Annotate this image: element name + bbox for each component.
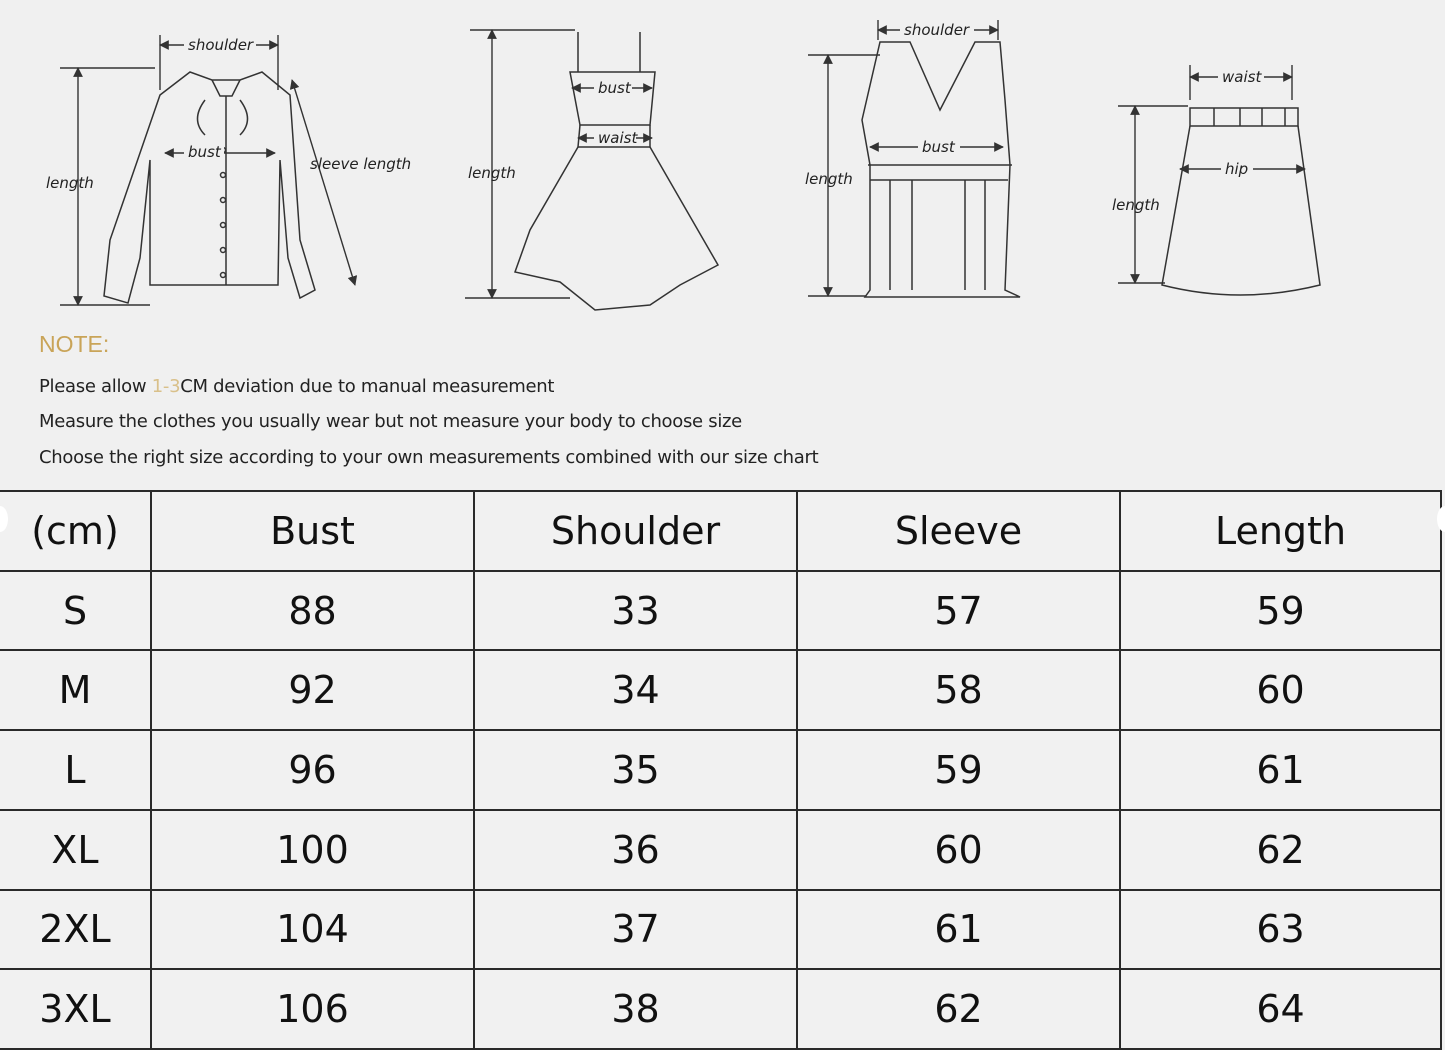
bust-cell: 96 (151, 730, 474, 810)
dress-length-label: length (468, 164, 516, 182)
note-title: NOTE: (39, 331, 110, 357)
shoulder-cell: 37 (474, 890, 797, 970)
header-sleeve: Sleeve (797, 491, 1120, 571)
header-unit: (cm) (0, 491, 151, 571)
bust-cell: 104 (151, 890, 474, 970)
blouse-drawing (104, 72, 315, 303)
shoulder-cell: 33 (474, 571, 797, 651)
dress-drawing (515, 32, 718, 310)
header-length: Length (1120, 491, 1441, 571)
note-line-1 (39, 376, 554, 397)
sleeve-cell: 57 (797, 571, 1120, 651)
dress-waist-label: waist (598, 129, 638, 147)
blouse-bust-label: bust (188, 143, 221, 161)
length-cell: 61 (1120, 730, 1441, 810)
shoulder-cell: 34 (474, 650, 797, 730)
blouse-shoulder-label: shoulder (188, 36, 254, 54)
header-shoulder: Shoulder (474, 491, 797, 571)
garment-diagrams (0, 0, 1445, 330)
table-row (0, 969, 1441, 1049)
table-row (0, 650, 1441, 730)
blouse-length-label: length (46, 174, 94, 192)
length-cell: 62 (1120, 810, 1441, 890)
length-cell: 64 (1120, 969, 1441, 1049)
size-cell: XL (0, 810, 151, 890)
length-cell: 59 (1120, 571, 1441, 651)
size-cell: M (0, 650, 151, 730)
dress-bust-label: bust (598, 79, 631, 97)
bust-cell: 100 (151, 810, 474, 890)
note-deviation-range: 1-3 (151, 376, 181, 397)
shoulder-cell: 36 (474, 810, 797, 890)
skirt-waist-label: waist (1222, 68, 1262, 86)
bust-cell: 88 (151, 571, 474, 651)
length-cell: 63 (1120, 890, 1441, 970)
tank-shoulder-label: shoulder (904, 21, 970, 39)
skirt-hip-label: hip (1225, 160, 1249, 178)
size-chart-table (0, 490, 1442, 1050)
table-row (0, 730, 1441, 810)
tank-bust-label: bust (922, 138, 955, 156)
sleeve-cell: 58 (797, 650, 1120, 730)
bust-cell: 106 (151, 969, 474, 1049)
table-row (0, 571, 1441, 651)
header-bust: Bust (151, 491, 474, 571)
note-line-2: Measure the clothes you usually wear but not measure your body to choose size (39, 411, 742, 432)
size-cell: 2XL (0, 890, 151, 970)
note-line-1-start: Please allow (39, 376, 152, 397)
tank-drawing (862, 42, 1020, 297)
tank-length-label: length (805, 170, 853, 188)
size-cell: L (0, 730, 151, 810)
sleeve-cell: 60 (797, 810, 1120, 890)
sleeve-cell: 62 (797, 969, 1120, 1049)
note-line-3: Choose the right size according to your own measurements combined with our size chart (39, 447, 819, 468)
measurement-diagram-panel (0, 0, 1445, 490)
length-cell: 60 (1120, 650, 1441, 730)
note-line-1-end: CM deviation due to manual measurement (180, 376, 555, 397)
size-cell: 3XL (0, 969, 151, 1049)
size-cell: S (0, 571, 151, 651)
measurement-arrows (60, 20, 1305, 305)
table-header-row (0, 491, 1441, 571)
table-row (0, 890, 1441, 970)
table-row (0, 810, 1441, 890)
shoulder-cell: 38 (474, 969, 797, 1049)
bust-cell: 92 (151, 650, 474, 730)
sleeve-cell: 61 (797, 890, 1120, 970)
skirt-drawing (1162, 108, 1320, 295)
sleeve-cell: 59 (797, 730, 1120, 810)
blouse-sleeve-length-label: sleeve length (310, 155, 412, 173)
diagram-labels (46, 21, 1264, 214)
shoulder-cell: 35 (474, 730, 797, 810)
skirt-length-label: length (1112, 196, 1160, 214)
